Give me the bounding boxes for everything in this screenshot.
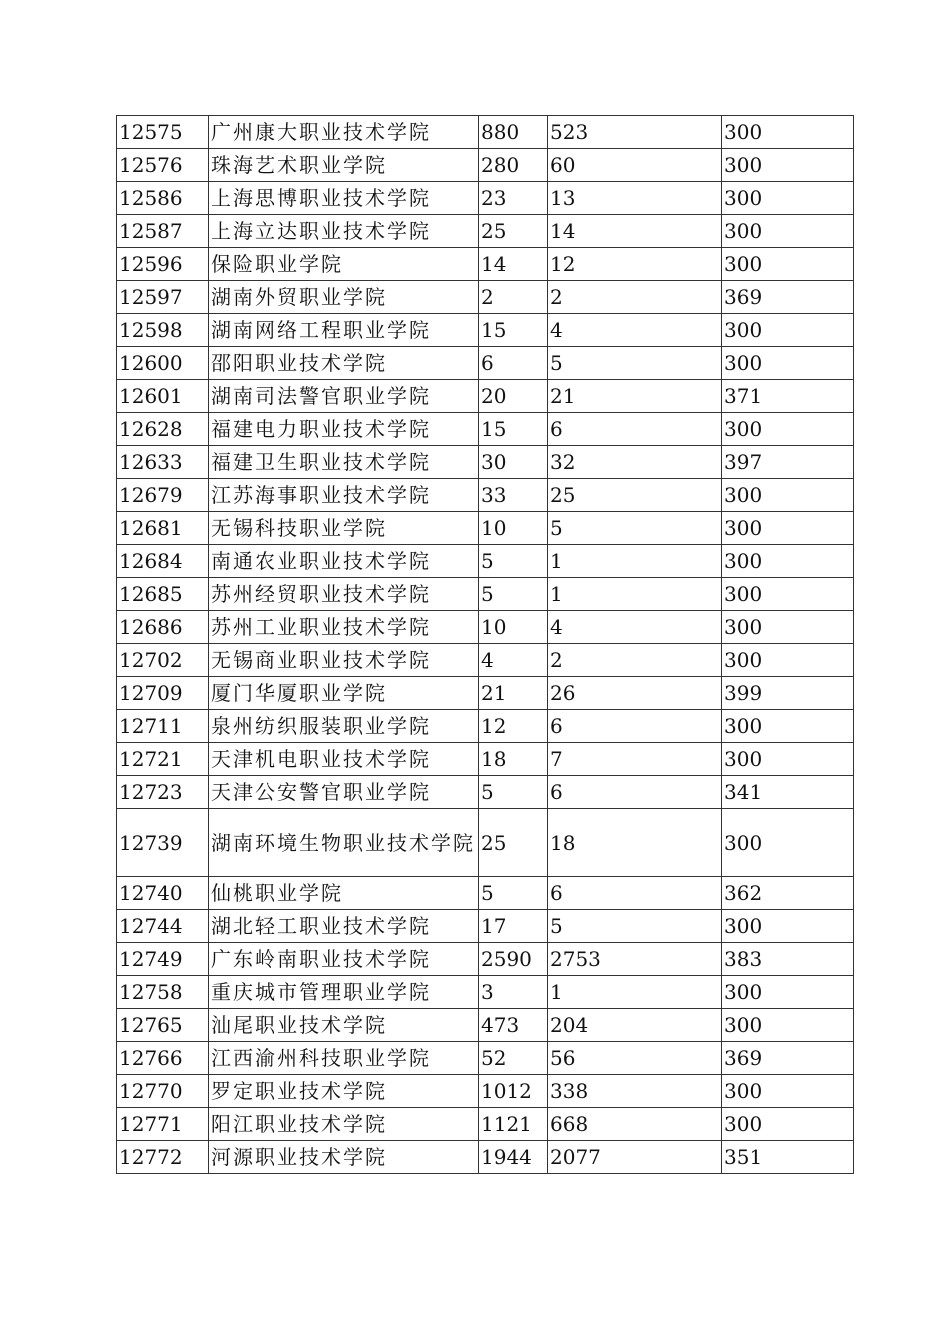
value-b-cell: 60 [548, 149, 722, 182]
value-a-cell: 33 [479, 479, 548, 512]
table-row [117, 446, 854, 479]
table-row [117, 347, 854, 380]
value-b-cell: 6 [548, 776, 722, 809]
school-code-cell: 12586 [117, 182, 209, 215]
value-b-cell: 338 [548, 1075, 722, 1108]
school-name-cell: 泉州纺织服装职业学院 [209, 710, 479, 743]
value-c-cell: 351 [722, 1141, 854, 1174]
value-b-cell: 25 [548, 479, 722, 512]
value-a-cell: 2590 [479, 943, 548, 976]
table-row [117, 809, 854, 877]
value-b-cell: 21 [548, 380, 722, 413]
value-b-cell: 5 [548, 512, 722, 545]
school-name-cell: 湖南外贸职业学院 [209, 281, 479, 314]
value-b-cell: 6 [548, 877, 722, 910]
school-code-cell: 12766 [117, 1042, 209, 1075]
value-c-cell: 300 [722, 215, 854, 248]
value-b-cell: 204 [548, 1009, 722, 1042]
value-a-cell: 4 [479, 644, 548, 677]
value-c-cell: 300 [722, 743, 854, 776]
school-code-cell: 12633 [117, 446, 209, 479]
table-row [117, 710, 854, 743]
value-c-cell: 300 [722, 809, 854, 877]
school-code-cell: 12711 [117, 710, 209, 743]
table-row [117, 1009, 854, 1042]
value-a-cell: 52 [479, 1042, 548, 1075]
school-code-cell: 12771 [117, 1108, 209, 1141]
value-a-cell: 2 [479, 281, 548, 314]
value-b-cell: 2 [548, 281, 722, 314]
school-code-cell: 12596 [117, 248, 209, 281]
table-row [117, 578, 854, 611]
value-a-cell: 5 [479, 578, 548, 611]
school-name-cell: 河源职业技术学院 [209, 1141, 479, 1174]
school-name-cell: 上海思博职业技术学院 [209, 182, 479, 215]
table-row [117, 314, 854, 347]
value-a-cell: 15 [479, 413, 548, 446]
table-row [117, 380, 854, 413]
table-row [117, 644, 854, 677]
value-a-cell: 18 [479, 743, 548, 776]
school-name-cell: 广州康大职业技术学院 [209, 116, 479, 149]
value-c-cell: 362 [722, 877, 854, 910]
school-name-cell: 汕尾职业技术学院 [209, 1009, 479, 1042]
value-b-cell: 32 [548, 446, 722, 479]
table-row [117, 413, 854, 446]
value-c-cell: 300 [722, 578, 854, 611]
school-name-cell: 邵阳职业技术学院 [209, 347, 479, 380]
school-name-cell: 福建电力职业技术学院 [209, 413, 479, 446]
value-b-cell: 4 [548, 314, 722, 347]
table-row [117, 1075, 854, 1108]
school-name-cell: 南通农业职业技术学院 [209, 545, 479, 578]
value-a-cell: 30 [479, 446, 548, 479]
school-code-cell: 12749 [117, 943, 209, 976]
value-b-cell: 668 [548, 1108, 722, 1141]
school-name-cell: 阳江职业技术学院 [209, 1108, 479, 1141]
value-b-cell: 6 [548, 413, 722, 446]
table-row [117, 182, 854, 215]
value-c-cell: 300 [722, 314, 854, 347]
table-row [117, 976, 854, 1009]
value-a-cell: 20 [479, 380, 548, 413]
value-c-cell: 369 [722, 1042, 854, 1075]
value-c-cell: 383 [722, 943, 854, 976]
value-b-cell: 2753 [548, 943, 722, 976]
value-b-cell: 1 [548, 976, 722, 1009]
value-a-cell: 280 [479, 149, 548, 182]
value-c-cell: 371 [722, 380, 854, 413]
value-c-cell: 300 [722, 413, 854, 446]
school-name-cell: 天津公安警官职业学院 [209, 776, 479, 809]
school-name-cell: 湖南司法警官职业学院 [209, 380, 479, 413]
value-b-cell: 5 [548, 347, 722, 380]
table-row [117, 943, 854, 976]
value-b-cell: 2077 [548, 1141, 722, 1174]
value-a-cell: 5 [479, 877, 548, 910]
value-a-cell: 1121 [479, 1108, 548, 1141]
value-c-cell: 300 [722, 545, 854, 578]
school-code-cell: 12770 [117, 1075, 209, 1108]
school-code-cell: 12772 [117, 1141, 209, 1174]
school-code-cell: 12702 [117, 644, 209, 677]
school-name-cell: 湖南环境生物职业技术学院 [209, 809, 479, 877]
value-c-cell: 397 [722, 446, 854, 479]
table-row [117, 743, 854, 776]
school-code-cell: 12709 [117, 677, 209, 710]
value-a-cell: 10 [479, 611, 548, 644]
value-a-cell: 25 [479, 215, 548, 248]
value-a-cell: 12 [479, 710, 548, 743]
table-row [117, 776, 854, 809]
value-b-cell: 2 [548, 644, 722, 677]
table-row [117, 910, 854, 943]
value-a-cell: 17 [479, 910, 548, 943]
school-code-cell: 12684 [117, 545, 209, 578]
school-code-cell: 12598 [117, 314, 209, 347]
value-b-cell: 56 [548, 1042, 722, 1075]
school-name-cell: 厦门华厦职业学院 [209, 677, 479, 710]
value-a-cell: 10 [479, 512, 548, 545]
value-c-cell: 300 [722, 1075, 854, 1108]
school-name-cell: 保险职业学院 [209, 248, 479, 281]
value-b-cell: 1 [548, 578, 722, 611]
value-a-cell: 880 [479, 116, 548, 149]
value-a-cell: 473 [479, 1009, 548, 1042]
school-code-cell: 12601 [117, 380, 209, 413]
table-row [117, 512, 854, 545]
school-code-cell: 12723 [117, 776, 209, 809]
school-name-cell: 江苏海事职业技术学院 [209, 479, 479, 512]
school-name-cell: 无锡科技职业学院 [209, 512, 479, 545]
value-c-cell: 300 [722, 1009, 854, 1042]
table-row [117, 611, 854, 644]
value-b-cell: 14 [548, 215, 722, 248]
school-name-cell: 苏州工业职业技术学院 [209, 611, 479, 644]
value-a-cell: 21 [479, 677, 548, 710]
school-code-cell: 12575 [117, 116, 209, 149]
table-body [117, 116, 854, 1174]
school-code-cell: 12739 [117, 809, 209, 877]
table-row [117, 215, 854, 248]
table-row [117, 248, 854, 281]
school-code-cell: 12758 [117, 976, 209, 1009]
school-name-cell: 无锡商业职业技术学院 [209, 644, 479, 677]
table-row [117, 479, 854, 512]
value-c-cell: 369 [722, 281, 854, 314]
value-a-cell: 25 [479, 809, 548, 877]
table-row [117, 281, 854, 314]
value-a-cell: 6 [479, 347, 548, 380]
value-c-cell: 300 [722, 976, 854, 1009]
school-code-cell: 12686 [117, 611, 209, 644]
table-row [117, 1042, 854, 1075]
school-code-cell: 12576 [117, 149, 209, 182]
school-code-cell: 12628 [117, 413, 209, 446]
value-a-cell: 14 [479, 248, 548, 281]
value-a-cell: 15 [479, 314, 548, 347]
school-code-cell: 12681 [117, 512, 209, 545]
value-c-cell: 300 [722, 710, 854, 743]
table-row [117, 1141, 854, 1174]
school-code-cell: 12679 [117, 479, 209, 512]
value-c-cell: 300 [722, 910, 854, 943]
table-row [117, 149, 854, 182]
school-name-cell: 湖北轻工职业技术学院 [209, 910, 479, 943]
school-code-cell: 12685 [117, 578, 209, 611]
value-c-cell: 300 [722, 248, 854, 281]
school-code-cell: 12721 [117, 743, 209, 776]
value-c-cell: 300 [722, 644, 854, 677]
table-row [117, 677, 854, 710]
school-name-cell: 福建卫生职业技术学院 [209, 446, 479, 479]
value-a-cell: 1944 [479, 1141, 548, 1174]
school-name-cell: 珠海艺术职业学院 [209, 149, 479, 182]
school-code-cell: 12744 [117, 910, 209, 943]
value-c-cell: 300 [722, 611, 854, 644]
value-a-cell: 5 [479, 776, 548, 809]
school-code-cell: 12597 [117, 281, 209, 314]
value-b-cell: 4 [548, 611, 722, 644]
value-b-cell: 6 [548, 710, 722, 743]
school-name-cell: 上海立达职业技术学院 [209, 215, 479, 248]
value-b-cell: 5 [548, 910, 722, 943]
table-row [117, 877, 854, 910]
value-b-cell: 13 [548, 182, 722, 215]
school-code-cell: 12765 [117, 1009, 209, 1042]
school-name-cell: 广东岭南职业技术学院 [209, 943, 479, 976]
value-c-cell: 341 [722, 776, 854, 809]
school-code-cell: 12600 [117, 347, 209, 380]
school-name-cell: 湖南网络工程职业学院 [209, 314, 479, 347]
school-name-cell: 重庆城市管理职业学院 [209, 976, 479, 1009]
value-c-cell: 300 [722, 1108, 854, 1141]
value-b-cell: 12 [548, 248, 722, 281]
value-b-cell: 523 [548, 116, 722, 149]
school-name-cell: 苏州经贸职业技术学院 [209, 578, 479, 611]
school-code-cell: 12587 [117, 215, 209, 248]
table-row [117, 1108, 854, 1141]
value-c-cell: 300 [722, 182, 854, 215]
school-code-cell: 12740 [117, 877, 209, 910]
value-b-cell: 18 [548, 809, 722, 877]
college-table [116, 115, 854, 1174]
value-c-cell: 300 [722, 479, 854, 512]
table-row [117, 545, 854, 578]
school-name-cell: 仙桃职业学院 [209, 877, 479, 910]
value-b-cell: 7 [548, 743, 722, 776]
value-b-cell: 1 [548, 545, 722, 578]
value-c-cell: 300 [722, 512, 854, 545]
value-c-cell: 300 [722, 347, 854, 380]
value-a-cell: 3 [479, 976, 548, 1009]
school-name-cell: 罗定职业技术学院 [209, 1075, 479, 1108]
value-a-cell: 23 [479, 182, 548, 215]
value-b-cell: 26 [548, 677, 722, 710]
value-c-cell: 300 [722, 149, 854, 182]
value-a-cell: 1012 [479, 1075, 548, 1108]
value-c-cell: 300 [722, 116, 854, 149]
table-row [117, 116, 854, 149]
school-name-cell: 江西渝州科技职业学院 [209, 1042, 479, 1075]
school-name-cell: 天津机电职业技术学院 [209, 743, 479, 776]
value-c-cell: 399 [722, 677, 854, 710]
value-a-cell: 5 [479, 545, 548, 578]
